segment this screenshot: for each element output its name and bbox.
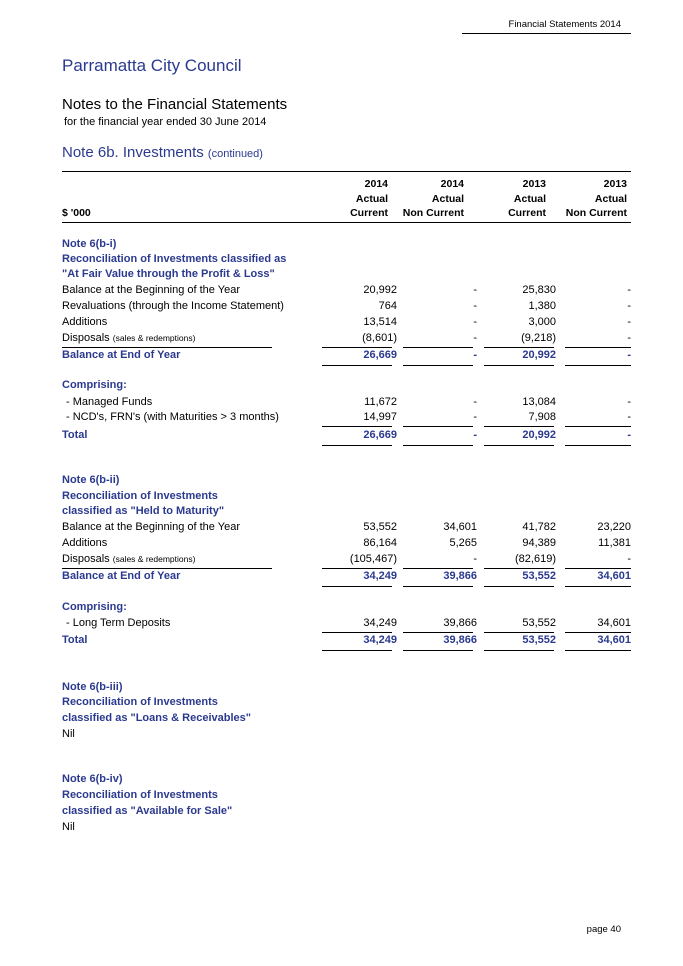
table-row (62, 332, 631, 348)
cell: 34,249 (363, 617, 397, 629)
cell: - (473, 284, 477, 296)
underline (403, 365, 473, 366)
underline (62, 347, 272, 348)
table-row-subtotal (62, 570, 631, 586)
table-row (62, 284, 631, 300)
header-divider (462, 33, 631, 34)
table-row-subtotal (62, 349, 631, 365)
table-row (62, 411, 631, 427)
row-label: Balance at End of Year (62, 349, 181, 361)
col3-kind: Current (508, 207, 546, 219)
cell: 34,249 (363, 570, 397, 582)
col2-kind: Non Current (402, 207, 464, 219)
cell: 25,830 (522, 284, 556, 296)
underline (322, 586, 392, 587)
row-label: Balance at End of Year (62, 570, 181, 582)
col4-year: 2013 (603, 178, 627, 190)
underline (565, 586, 631, 587)
cell: 53,552 (522, 617, 556, 629)
table-row (62, 553, 631, 569)
section2-note: Note 6(b-ii) (62, 474, 120, 486)
col2-type: Actual (431, 193, 464, 205)
table-row (62, 300, 631, 316)
section2-heading: Reconciliation of Investments (62, 490, 218, 502)
cell: 764 (378, 300, 397, 312)
underline (484, 445, 554, 446)
cell: - (627, 396, 631, 408)
underline (565, 445, 631, 446)
header-bottom-rule (62, 222, 631, 223)
underline (322, 365, 392, 366)
col1-year: 2014 (364, 178, 388, 190)
cell: 3,000 (528, 316, 556, 328)
row-label (62, 332, 195, 344)
section3-note: Note 6(b-iii) (62, 681, 123, 693)
cell: 13,084 (522, 396, 556, 408)
row-label-note: (sales & redemptions) (112, 554, 196, 564)
nil-value: Nil (62, 821, 75, 833)
row-label: Additions (62, 316, 108, 328)
cell: - (473, 429, 477, 441)
cell: 34,601 (597, 634, 631, 646)
underline (322, 650, 392, 651)
col4-kind: Non Current (565, 207, 627, 219)
row-label-main: Disposals (62, 332, 110, 344)
cell: 34,249 (363, 634, 397, 646)
underline (565, 365, 631, 366)
section4-heading: Reconciliation of Investments (62, 789, 218, 801)
underline (403, 347, 473, 348)
note-title-main: Note 6b. Investments (62, 144, 204, 161)
unit-label: $ '000 (62, 207, 91, 219)
cell: - (473, 316, 477, 328)
underline (565, 568, 631, 569)
underline (484, 650, 554, 651)
cell: 86,164 (363, 537, 397, 549)
cell: 34,601 (443, 521, 477, 533)
cell: 20,992 (363, 284, 397, 296)
cell: - (473, 396, 477, 408)
underline (322, 568, 392, 569)
row-label (62, 553, 195, 565)
table-row (62, 617, 631, 633)
cell: 1,380 (528, 300, 556, 312)
cell: - (473, 411, 477, 423)
cell: 39,866 (443, 570, 477, 582)
nil-value: Nil (62, 728, 75, 740)
page-number: page 40 (586, 924, 621, 935)
cell: (105,467) (349, 553, 397, 565)
underline (484, 568, 554, 569)
cell: - (473, 332, 477, 344)
cell: 39,866 (443, 634, 477, 646)
underline (484, 365, 554, 366)
row-label: - Managed Funds (66, 396, 153, 408)
cell: 11,672 (364, 396, 397, 408)
underline (322, 632, 392, 633)
cell: 53,552 (522, 570, 556, 582)
cell: 26,669 (363, 349, 397, 361)
col1-type: Actual (355, 193, 388, 205)
col3-year: 2013 (522, 178, 546, 190)
note-title-continued: (continued) (207, 148, 263, 160)
cell: 7,908 (528, 411, 556, 423)
col2-year: 2014 (440, 178, 464, 190)
underline (565, 347, 631, 348)
cell: 20,992 (522, 429, 556, 441)
cell: - (627, 411, 631, 423)
cell: 34,601 (597, 570, 631, 582)
period-text: for the financial year ended 30 June 2014 (64, 116, 267, 128)
cell: 26,669 (363, 429, 397, 441)
underline (403, 445, 473, 446)
row-label: Total (62, 634, 88, 646)
cell: - (627, 332, 631, 344)
underline (62, 568, 272, 569)
section1-heading: Reconciliation of Investments classified as (62, 253, 287, 265)
cell: - (627, 429, 631, 441)
col4-type: Actual (594, 193, 627, 205)
underline (565, 650, 631, 651)
page-title: Notes to the Financial Statements (62, 96, 288, 113)
section4-note: Note 6(b-iv) (62, 773, 123, 785)
cell: 53,552 (522, 634, 556, 646)
row-label: Revaluations (through the Income Statement) (62, 300, 284, 312)
col3-type: Actual (513, 193, 546, 205)
document-header: Financial Statements 2014 (508, 19, 621, 30)
underline (322, 426, 392, 427)
underline (565, 632, 631, 633)
underline (403, 586, 473, 587)
cell: 20,992 (522, 349, 556, 361)
cell: (8,601) (362, 332, 397, 344)
underline (322, 347, 392, 348)
section3-heading-2: classified as "Loans & Receivables" (62, 712, 251, 724)
cell: 39,866 (443, 617, 477, 629)
underline (403, 632, 473, 633)
col1-kind: Current (350, 207, 388, 219)
table-row (62, 537, 631, 553)
row-label: Balance at the Beginning of the Year (62, 521, 240, 533)
underline (403, 650, 473, 651)
organization-name: Parramatta City Council (62, 56, 242, 75)
comprising-label: Comprising: (62, 379, 127, 391)
cell: - (627, 553, 631, 565)
underline (403, 568, 473, 569)
cell: - (473, 300, 477, 312)
section2-heading-2: classified as "Held to Maturity" (62, 505, 225, 517)
row-label: - NCD's, FRN's (with Maturities > 3 months) (66, 411, 279, 423)
cell: (9,218) (521, 332, 556, 344)
table-row (62, 521, 631, 537)
section3-heading: Reconciliation of Investments (62, 696, 218, 708)
table-top-rule (62, 171, 631, 172)
cell: 34,601 (597, 617, 631, 629)
underline (484, 426, 554, 427)
cell: - (627, 349, 631, 361)
cell: 41,782 (522, 521, 556, 533)
underline (484, 632, 554, 633)
underline (322, 445, 392, 446)
cell: - (473, 349, 477, 361)
section4-heading-2: classified as "Available for Sale" (62, 805, 233, 817)
row-label: Total (62, 429, 88, 441)
underline (403, 426, 473, 427)
cell: - (627, 284, 631, 296)
table-row-total (62, 429, 631, 445)
cell: 14,997 (363, 411, 397, 423)
cell: 53,552 (363, 521, 397, 533)
cell: 13,514 (363, 316, 397, 328)
section1-note: Note 6(b-i) (62, 238, 117, 250)
note-title (62, 144, 263, 161)
comprising-label: Comprising: (62, 601, 127, 613)
underline (484, 586, 554, 587)
section1-heading-2: "At Fair Value through the Profit & Loss" (62, 268, 275, 280)
table-row-total (62, 634, 631, 650)
row-label-note: (sales & redemptions) (112, 333, 196, 343)
table-row (62, 316, 631, 332)
underline (565, 426, 631, 427)
row-label-main: Disposals (62, 553, 110, 565)
cell: 11,381 (598, 537, 631, 549)
cell: 5,265 (449, 537, 477, 549)
cell: 94,389 (522, 537, 556, 549)
row-label: - Long Term Deposits (66, 617, 171, 629)
cell: - (627, 300, 631, 312)
cell: (82,619) (515, 553, 556, 565)
cell: 23,220 (597, 521, 631, 533)
underline (484, 347, 554, 348)
cell: - (627, 316, 631, 328)
row-label: Balance at the Beginning of the Year (62, 284, 240, 296)
row-label: Additions (62, 537, 108, 549)
cell: - (473, 553, 477, 565)
table-row (62, 396, 631, 412)
